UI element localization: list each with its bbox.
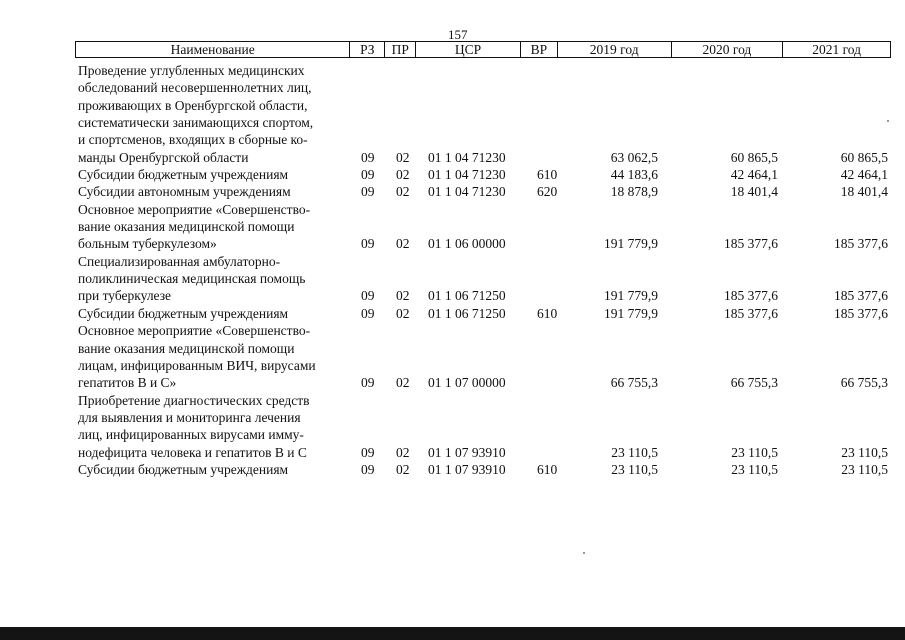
header-2021: 2021 год bbox=[812, 42, 862, 57]
row-vr: 620 bbox=[537, 184, 558, 200]
row-2021: 23 110,5 bbox=[841, 444, 888, 460]
scan-speck bbox=[887, 120, 889, 122]
row-name bbox=[78, 183, 340, 200]
row-rz: 09 bbox=[361, 167, 375, 183]
table-row bbox=[78, 201, 890, 253]
row-name-line: Субсидии бюджетным учреждениям bbox=[78, 305, 289, 321]
row-name bbox=[78, 62, 340, 166]
page-number: 157 bbox=[448, 27, 468, 42]
row-name-line: манды Оренбургской области bbox=[78, 149, 249, 165]
row-2020: 185 377,6 bbox=[724, 236, 778, 252]
table-row bbox=[78, 305, 890, 322]
row-rz: 09 bbox=[361, 305, 375, 321]
row-name bbox=[78, 322, 340, 391]
row-name-line: лиц, инфицированных вирусами имму- bbox=[78, 427, 304, 443]
row-2019: 191 779,9 bbox=[604, 305, 658, 321]
row-2021: 185 377,6 bbox=[834, 288, 888, 304]
row-pr: 02 bbox=[396, 236, 410, 252]
row-pr: 02 bbox=[396, 444, 410, 460]
row-name-line: систематически занимающихся спортом, bbox=[78, 115, 314, 131]
row-pr: 02 bbox=[396, 375, 410, 391]
row-csr: 01 1 04 71230 bbox=[428, 184, 506, 200]
table-row bbox=[78, 392, 890, 461]
header-name: Наименование bbox=[76, 42, 350, 57]
row-csr: 01 1 04 71230 bbox=[428, 149, 506, 165]
row-pr: 02 bbox=[396, 305, 410, 321]
row-rz: 09 bbox=[361, 444, 375, 460]
row-2019: 23 110,5 bbox=[611, 444, 658, 460]
row-2020: 185 377,6 bbox=[724, 305, 778, 321]
row-name-line: нодефицита человека и гепатитов В и С bbox=[78, 444, 307, 460]
row-name bbox=[78, 201, 340, 253]
row-name-line: Основное мероприятие «Совершенство- bbox=[78, 201, 311, 217]
row-2021: 185 377,6 bbox=[834, 236, 888, 252]
row-name-line: проживающих в Оренбургской области, bbox=[78, 97, 308, 113]
row-vr: 610 bbox=[537, 305, 558, 321]
table-header bbox=[75, 41, 891, 58]
row-name bbox=[78, 253, 340, 305]
header-pr: ПР bbox=[385, 42, 416, 57]
row-name-line: обследований несовершеннолетних лиц, bbox=[78, 80, 312, 96]
row-name bbox=[78, 392, 340, 461]
scan-edge-bar bbox=[0, 627, 905, 640]
row-pr: 02 bbox=[396, 184, 410, 200]
row-pr: 02 bbox=[396, 167, 410, 183]
row-name-line: гепатитов В и С» bbox=[78, 375, 177, 391]
row-name-line: лицам, инфицированным ВИЧ, вирусами bbox=[78, 357, 316, 373]
row-csr: 01 1 04 71230 bbox=[428, 167, 506, 183]
table-body bbox=[78, 62, 890, 478]
row-name-line: поликлиническая медицинская помощь bbox=[78, 271, 306, 287]
row-name-line: Субсидии бюджетным учреждениям bbox=[78, 167, 289, 183]
header-rz: РЗ bbox=[350, 42, 385, 57]
row-2020: 60 865,5 bbox=[730, 149, 778, 165]
table-row bbox=[78, 461, 890, 478]
row-rz: 09 bbox=[361, 461, 375, 477]
row-rz: 09 bbox=[361, 149, 375, 165]
row-name-line: при туберкулезе bbox=[78, 288, 172, 304]
row-name-line: Субсидии автономным учреждениям bbox=[78, 184, 291, 200]
header-2019: 2019 год bbox=[558, 42, 672, 57]
row-name-line: вание оказания медицинской помощи bbox=[78, 219, 295, 235]
row-2019: 23 110,5 bbox=[611, 461, 658, 477]
row-rz: 09 bbox=[361, 288, 375, 304]
row-name-line: и спортсменов, входящих в сборные ко- bbox=[78, 132, 308, 148]
row-2020: 66 755,3 bbox=[730, 375, 778, 391]
scan-speck bbox=[583, 552, 585, 554]
row-csr: 01 1 07 93910 bbox=[428, 461, 506, 477]
row-pr: 02 bbox=[396, 288, 410, 304]
row-csr: 01 1 06 00000 bbox=[428, 236, 506, 252]
row-csr: 01 1 06 71250 bbox=[428, 288, 506, 304]
row-2020: 23 110,5 bbox=[731, 444, 778, 460]
row-name-line: вание оказания медицинской помощи bbox=[78, 340, 295, 356]
header-csr: ЦСР bbox=[416, 42, 521, 57]
row-rz: 09 bbox=[361, 236, 375, 252]
row-2021: 66 755,3 bbox=[840, 375, 888, 391]
row-name-line: Проведение углубленных медицинских bbox=[78, 63, 305, 78]
row-2021: 42 464,1 bbox=[840, 167, 888, 183]
row-csr: 01 1 06 71250 bbox=[428, 305, 506, 321]
row-vr: 610 bbox=[537, 461, 558, 477]
row-2019: 191 779,9 bbox=[604, 236, 658, 252]
row-name-line: Основное мероприятие «Совершенство- bbox=[78, 323, 311, 339]
row-name-line: больным туберкулезом» bbox=[78, 236, 217, 252]
row-name-line: для выявления и мониторинга лечения bbox=[78, 409, 301, 425]
row-pr: 02 bbox=[396, 149, 410, 165]
header-vr: ВР bbox=[521, 42, 558, 57]
row-name bbox=[78, 461, 340, 478]
row-rz: 09 bbox=[361, 184, 375, 200]
header-2020: 2020 год bbox=[672, 42, 784, 57]
row-2020: 185 377,6 bbox=[724, 288, 778, 304]
row-name bbox=[78, 166, 340, 183]
table-row bbox=[78, 166, 890, 183]
table-row bbox=[78, 253, 890, 305]
row-2019: 18 878,9 bbox=[610, 184, 658, 200]
row-vr: 610 bbox=[537, 167, 558, 183]
row-2019: 44 183,6 bbox=[610, 167, 658, 183]
row-2019: 66 755,3 bbox=[610, 375, 658, 391]
row-csr: 01 1 07 93910 bbox=[428, 444, 506, 460]
table-row bbox=[78, 322, 890, 391]
row-2021: 185 377,6 bbox=[834, 305, 888, 321]
row-name-line: Субсидии бюджетным учреждениям bbox=[78, 461, 289, 477]
row-2021: 60 865,5 bbox=[840, 149, 888, 165]
row-2020: 18 401,4 bbox=[730, 184, 778, 200]
table-row bbox=[78, 62, 890, 166]
row-2021: 18 401,4 bbox=[840, 184, 888, 200]
row-2020: 42 464,1 bbox=[730, 167, 778, 183]
row-name-line: Приобретение диагностических средств bbox=[78, 392, 310, 408]
row-2019: 191 779,9 bbox=[604, 288, 658, 304]
row-2020: 23 110,5 bbox=[731, 461, 778, 477]
table-row bbox=[78, 183, 890, 200]
row-2021: 23 110,5 bbox=[841, 461, 888, 477]
row-rz: 09 bbox=[361, 375, 375, 391]
row-pr: 02 bbox=[396, 461, 410, 477]
row-2019: 63 062,5 bbox=[610, 149, 658, 165]
row-csr: 01 1 07 00000 bbox=[428, 375, 506, 391]
row-name-line: Специализированная амбулаторно- bbox=[78, 253, 281, 269]
row-name bbox=[78, 305, 340, 322]
